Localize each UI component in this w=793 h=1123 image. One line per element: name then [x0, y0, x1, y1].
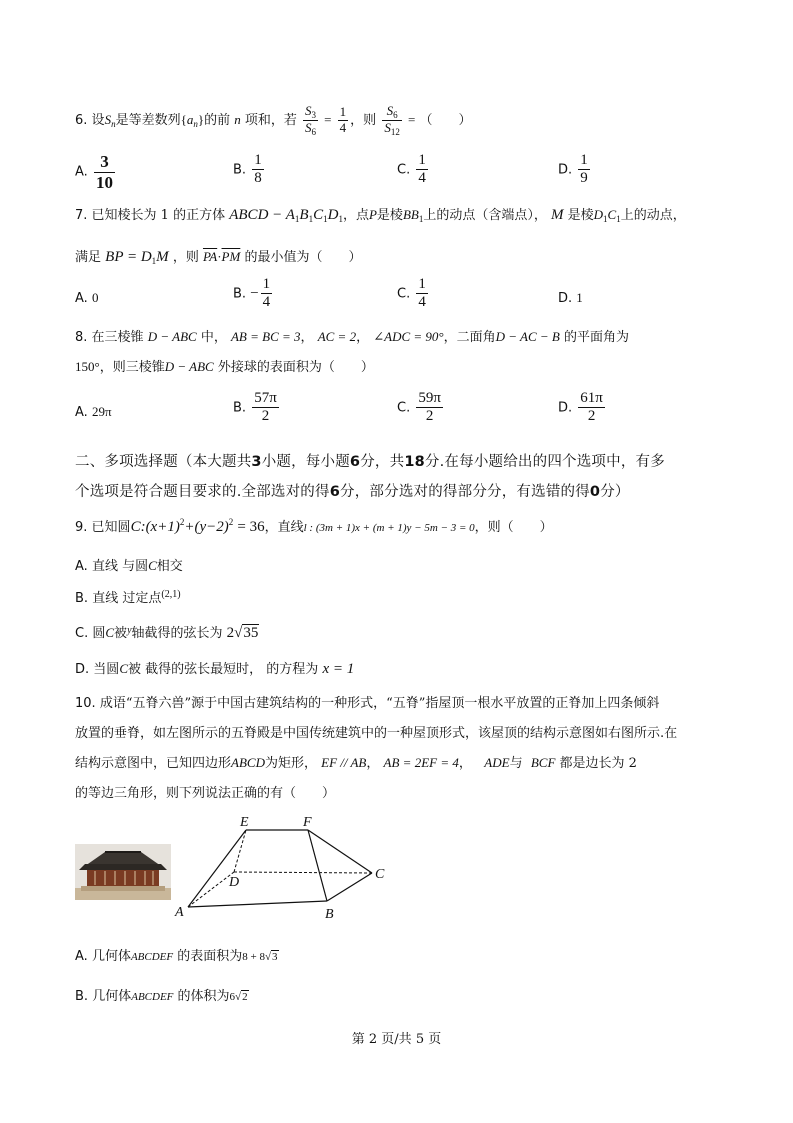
section2-heading-line2: 个选项是符合题目要求的.全部选对的得6分，部分选对的得部分分，有选错的得0分） — [75, 484, 630, 500]
edge-BC — [327, 873, 372, 901]
page-footer: 第 2 页/共 5 页 — [351, 1032, 442, 1047]
label-E: E — [240, 815, 249, 830]
q6-option-d: D. $\frac{1}{9}$ — [558, 152, 588, 187]
q9-option-d: D. 当圆C被 截得的弦长最短时， 的方程为 x = 1 — [75, 661, 355, 677]
q8-stem-line2: 150°，则三棱锥D − ABC 外接球的表面积为（ ） — [75, 359, 374, 375]
q6-ratio-s6-s12: $\frac{S_6}{S_{12}}$ — [384, 102, 400, 137]
q8-option-c: C. $\frac{59\pi}{2}$ — [397, 390, 441, 425]
q6-ratio-s3-s6: $\frac{S_3}{S_6}$ — [305, 102, 317, 137]
q10-stem-line1: 10. 成语“五脊六兽”源于中国古建筑结构的一种形式，“五脊”指屋顶一根水平放置的正脊加上四条倾斜 — [75, 696, 660, 711]
q6-stem: 6. 设$S_n$是等差数列$\{a_n\}$的前 n 项和，若 $\frac{S_3}{S_6}$ = $\frac{1}{4}$ ，则 $\frac{S_6}{S_{12}}$ = （ ） — [75, 102, 472, 137]
section2-heading-line1: 二、多项选择题（本大题共3小题，每小题6分，共18分.在每小题给出的四个选项中，有多 — [75, 454, 665, 470]
q6-one-quarter: $\frac{1}{4}$ — [339, 104, 347, 135]
q10-stem-line3: 结构示意图中，已知四边形ABCD为矩形， EF // AB， AB = 2EF = 4， ADE与 BCF 都是边长为 2 — [75, 755, 637, 771]
label-B: B — [325, 907, 334, 922]
q10-option-b: B. 几何体ABCDEF 的体积为6√2 — [75, 989, 248, 1004]
q9-option-c: C. 圆C被$^y$轴截得的弦长为 2√35 — [75, 625, 259, 641]
q9-option-a: A. 直线 与圆C相交 — [75, 558, 183, 574]
q9-option-b: B. 直线 过定点$^{(2,1)}$ — [75, 589, 181, 606]
q8-option-b: B. $\frac{57\pi}{2}$ — [233, 390, 277, 425]
edge-AB — [188, 901, 327, 907]
label-F: F — [303, 815, 312, 830]
label-C: C — [375, 867, 385, 882]
q8-option-d: D. $\frac{61\pi}{2}$ — [558, 390, 603, 425]
q7-stem-line1: 7. 已知棱长为 1 的正方体 ABCD − $A_1B_1C_1D_1$，点P是棱$BB_1$上的动点（含端点）， M 是棱$D_1C_1$上的动点， — [75, 207, 686, 224]
q8-stem-line1: 8. 在三棱锥 D − ABC 中， AB = BC = 3， AC = 2， ∠ADC = 90°，二面角D − AC − B 的平面角为 — [75, 329, 630, 345]
q6-sum-symbol: $S_n$ — [104, 112, 116, 129]
label-A: A — [175, 905, 184, 920]
edge-DE — [234, 830, 246, 872]
q10-stem-line2: 放置的垂脊，如左图所示的五脊殿是中国传统建筑中的一种屋顶形式，该屋顶的结构示意图如右图所示.在 — [75, 726, 678, 741]
q6-option-c: C. $\frac{1}{4}$ — [397, 152, 426, 187]
q7-stem-line2: 满足 BP = $D_1M$ ，则 $\overline{PA}\cdot\overline{PM}$ 的最小值为（ ） — [75, 249, 362, 266]
q8-option-a: A. 29π — [75, 404, 112, 420]
q10-stem-line4: 的等边三角形，则下列说法正确的有（ ） — [75, 786, 336, 801]
label-D: D — [229, 875, 240, 890]
edge-DC — [234, 872, 372, 873]
five-ridge-hall-photo — [75, 844, 171, 900]
q6-option-a: A. $\frac{3}{10}$ — [75, 152, 113, 192]
q10-option-a: A. 几何体ABCDEF 的表面积为8 + 8√3 — [75, 949, 278, 964]
q7-option-d: D. 1 — [558, 290, 583, 306]
q6-number: 6. — [75, 113, 88, 128]
q7-option-a: A. 0 — [75, 290, 99, 306]
q6-option-b: B. $\frac{1}{8}$ — [233, 152, 262, 187]
q9-stem: 9. 已知圆$C:(x+1)^2+(y-2)^2 = 36$，直线l : (3m + 1)x + (m + 1)y − 5m − 3 = 0，则（ ） — [75, 517, 553, 535]
roof-structure-diagram — [172, 812, 394, 924]
q7-option-c: C. $\frac{1}{4}$ — [397, 276, 426, 311]
q7-option-b: B. − $\frac{1}{4}$ — [233, 276, 271, 311]
edge-AE — [188, 830, 246, 907]
